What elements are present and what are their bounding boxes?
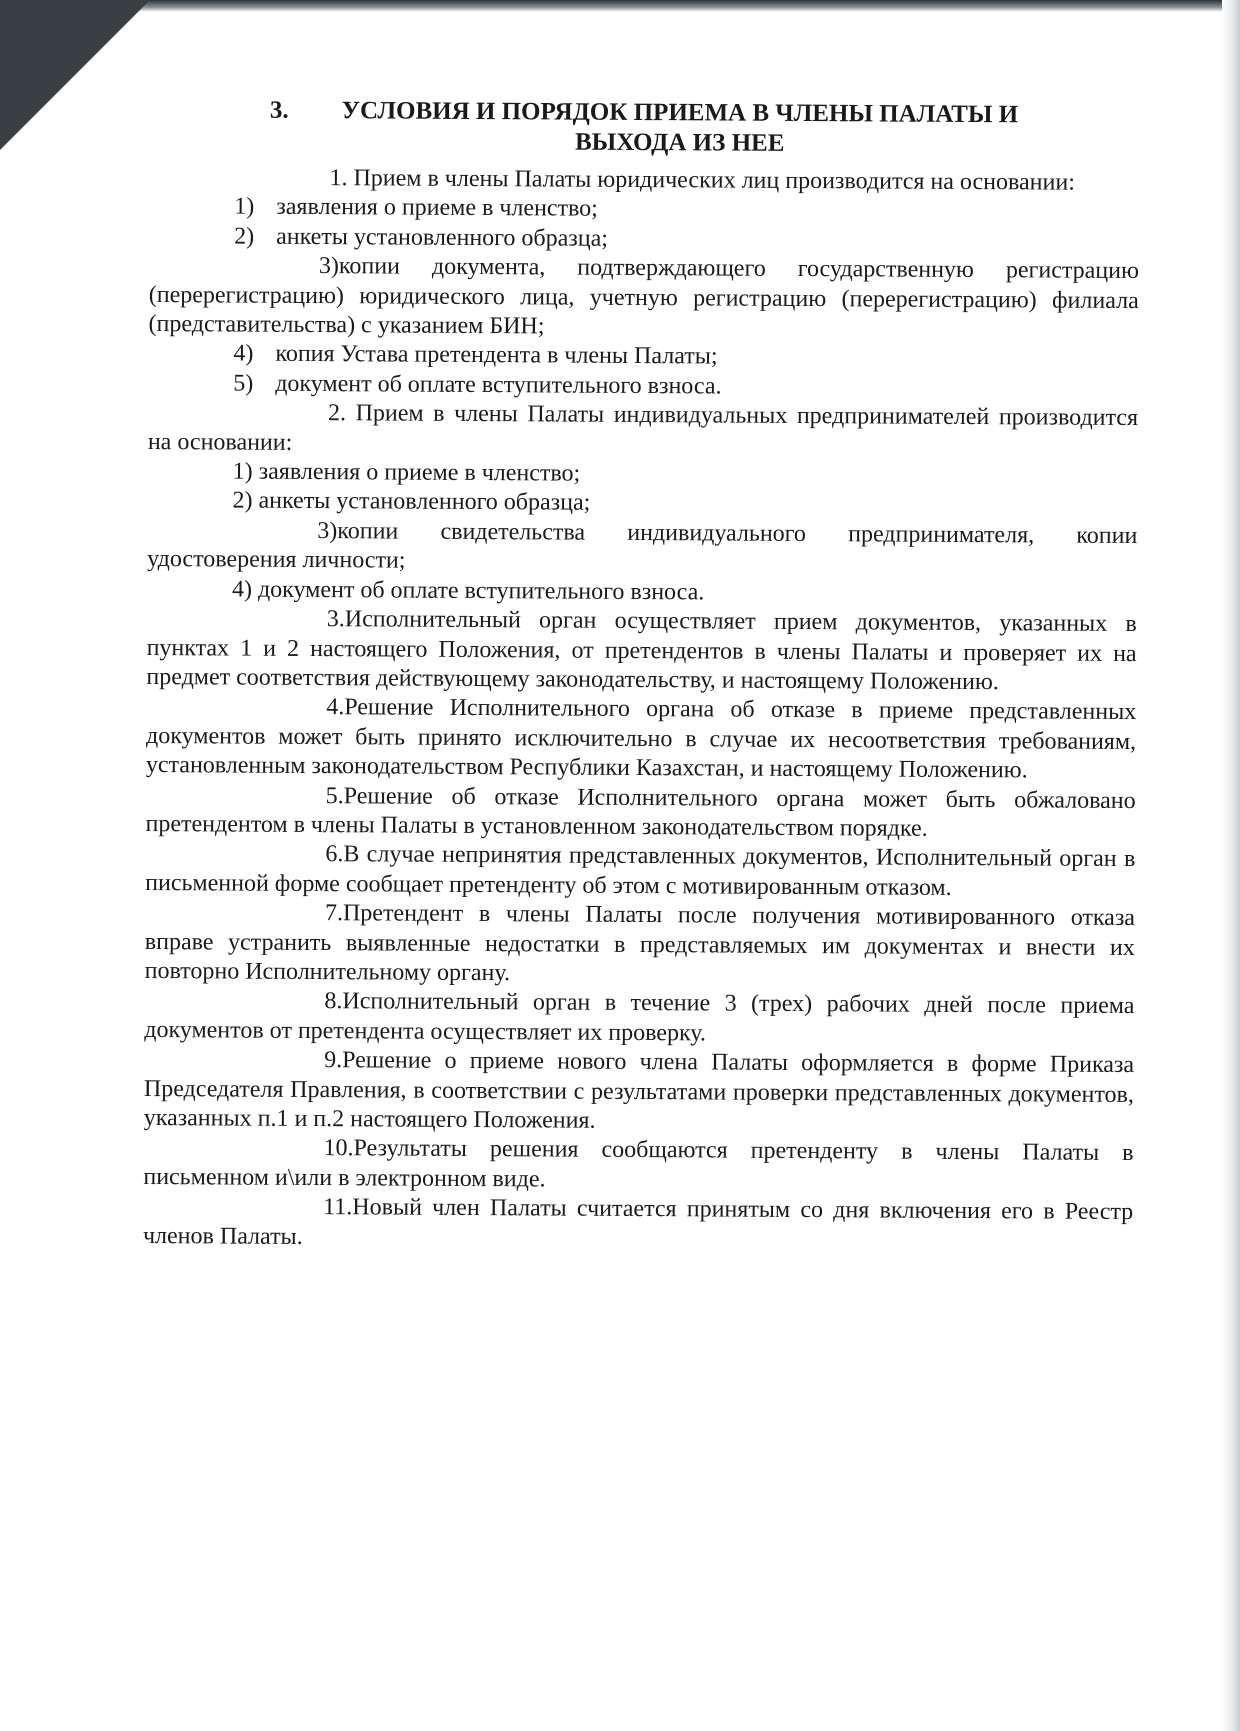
list-item-number: 4) (233, 340, 254, 368)
list-item-text: документ об оплате вступительного взноса. (275, 370, 722, 400)
paragraph-3 (146, 604, 1137, 698)
paragraph-number: 9. (324, 1047, 343, 1074)
paragraph-text: Решение Исполнительного органа об отказе в приеме представленных документов может быть принято исключительно в случае их несоответствия требованиям, установленным законодательством Республики Казахстан, и настоящему Положению. (145, 694, 1137, 784)
list-item-text: анкеты установленного образца; (258, 488, 591, 517)
list-item-text: копия Устава претендента в члены Палаты; (275, 341, 718, 370)
list-item (147, 516, 1137, 581)
list-item-number: 1) (234, 193, 255, 221)
paragraph-number: 1. (329, 165, 348, 192)
paragraph-number: 2. (327, 400, 347, 427)
list-item-number: 3) (317, 517, 338, 545)
list-item-number: 1) (232, 458, 253, 485)
paragraph-2 (148, 398, 1138, 463)
list-item-number: 5) (233, 370, 254, 397)
list-item-text: копии документа, подтверждающего государственную регистрацию (перерегистрацию) юридического лица, учетную регистрацию (перерегистрацию) филиала (представительства) с указанием БИН; (148, 253, 1140, 340)
paragraph-number: 3. (326, 606, 345, 633)
paragraph-text: В случае непринятия представленных документов, Исполнительный орган в письменной форме сообщает претенденту об этом с мотивированным отказом. (145, 841, 1136, 901)
paragraph-number: 6. (325, 841, 344, 868)
list-item (149, 251, 1140, 345)
paragraph-4 (146, 692, 1137, 786)
paragraph-number: 4. (326, 694, 345, 721)
paragraph-5 (145, 781, 1135, 846)
scan-folded-corner (0, 0, 150, 150)
section-title-line-1: УСЛОВИЯ И ПОРЯДОК ПРИЕМА В ЧЛЕНЫ ПАЛАТЫ И (341, 97, 1019, 129)
paragraph-text: Прием в члены Палаты юридических лиц производится на основании: (353, 165, 1075, 196)
paragraph-text: Решение о приеме нового члена Палаты оформляется в форме Приказа Председателя Правления, в соответствии с результатами проверки представленных документов, указанных п.1 и п.2 настоящего Положения. (143, 1047, 1135, 1134)
list-item-text: документ об оплате вступительного взноса. (257, 576, 705, 606)
list-item-text: копии свидетельства индивидуального предпринимателя, копии удостоверения личности; (147, 518, 1138, 574)
paragraph-6 (145, 839, 1135, 904)
scan-top-edge (0, 0, 1240, 12)
section-title (150, 95, 1140, 161)
paragraph-text: Исполнительный орган осуществляет прием документов, указанных в пунктах 1 и 2 настоящего Положения, от претендентов в члены Палаты и проверяет их на предмет соответствия действующему законодательству, и настоящему Положению. (146, 606, 1137, 696)
paragraph-text: Исполнительный орган в течение 3 (трех) рабочих дней после приема документов от претендента осуществляет их проверку. (144, 988, 1135, 1047)
paragraph-number: 5. (325, 782, 344, 809)
paragraph-9 (144, 1045, 1135, 1139)
paragraph-text: Результаты решения сообщаются претенденту в члены Палаты в письменном и\или в электронном виде. (143, 1135, 1134, 1193)
list-item-number: 2) (234, 223, 255, 250)
scan-right-edge (1222, 0, 1240, 1731)
section-title-line-2: ВЫХОДА ИЗ НЕЕ (574, 128, 785, 157)
paragraph-number: 11. (323, 1194, 353, 1221)
paragraph-7 (145, 898, 1136, 992)
list-item-text: заявления о приеме в членство; (258, 458, 581, 487)
paragraph-number: 10. (323, 1135, 354, 1162)
paragraph-text: Новый член Палаты считается принятым со дня включения его в Реестр членов Палаты. (142, 1194, 1134, 1250)
list-item-number: 2) (232, 487, 253, 515)
section-number: 3. (269, 96, 289, 124)
list-item-text: заявления о приеме в членство; (276, 194, 598, 223)
paragraph-8 (144, 986, 1134, 1051)
paragraph-number: 7. (324, 900, 344, 927)
paragraph-10 (143, 1133, 1133, 1198)
paragraph-11 (143, 1192, 1133, 1257)
paragraph-text: Прием в члены Палаты индивидуальных предпринимателей производится на основании: (147, 400, 1139, 456)
list-item-text: анкеты установленного образца; (276, 223, 609, 252)
list-item-number: 4) (231, 576, 253, 603)
paragraph-text: Претендент в члены Палаты после получения мотивированного отказа вправе устранить выявленные недостатки в представляемых им документах и внести их повторно Исполнительному органу. (144, 900, 1136, 987)
list-item-number: 3) (318, 253, 340, 280)
paragraph-number: 8. (324, 988, 343, 1015)
paragraph-text: Решение об отказе Исполнительного органа может быть обжаловано претендентом в члены Палаты в установленном законодательством порядке. (145, 782, 1136, 842)
document-page (143, 95, 1140, 1257)
